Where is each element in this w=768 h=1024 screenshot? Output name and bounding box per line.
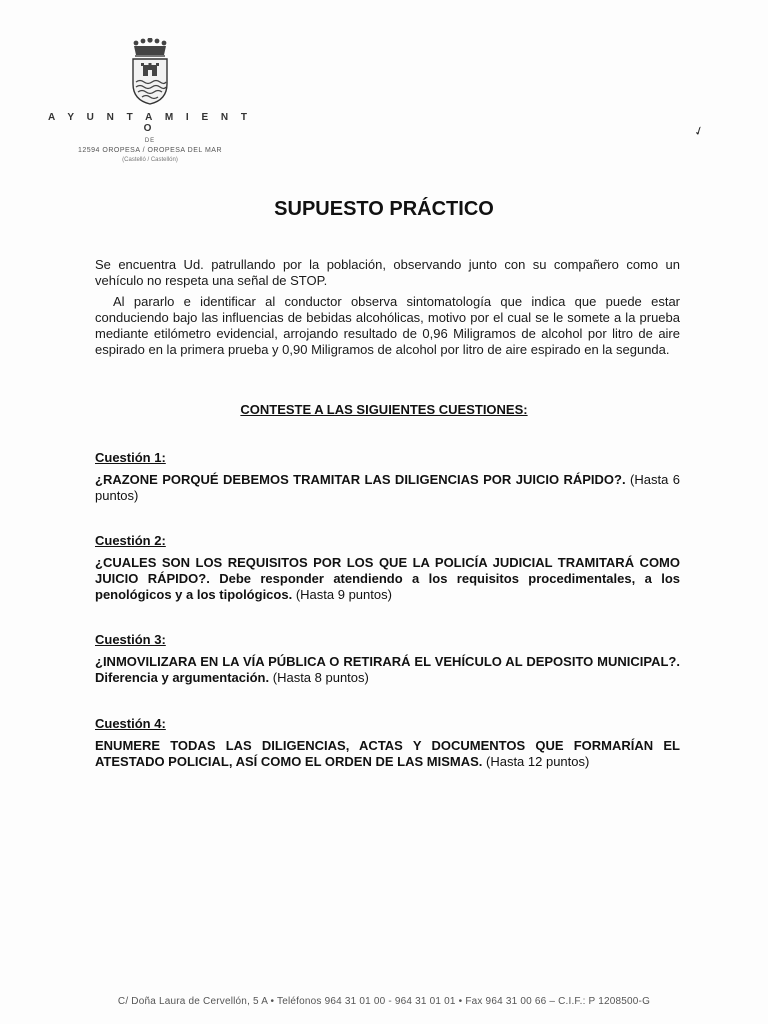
letterhead-province: (Castelló / Castellón) <box>122 157 178 163</box>
document-title: SUPUESTO PRÁCTICO <box>274 198 494 220</box>
footer-address: C/ Doña Laura de Cervellón, 5 A • Teléfonos 964 31 01 00 - 964 31 01 01 • Fax 964 31 00 66 – C.I.F.: P 1208500-G <box>117 996 651 1007</box>
question-4-points: (Hasta 12 puntos) <box>486 754 590 769</box>
letterhead-name: A Y U N T A M I E N T O <box>47 112 253 134</box>
question-2-label: Cuestión 2: <box>95 533 166 548</box>
question-2-text: ¿CUALES SON LOS REQUISITOS POR LOS QUE LA POLICÍA JUDICIAL TRAMITARÁ COMO JUICIO RÁPIDO?. Debe responder atendiendo a los requisitos procedimentales, a los penológicos y a los tipológicos. <box>95 555 680 602</box>
letterhead <box>40 38 260 163</box>
question-2-text-block <box>95 555 680 603</box>
question-2 <box>95 533 680 603</box>
question-3-text-block <box>95 654 680 686</box>
question-1-text-block <box>95 472 680 504</box>
question-3-label: Cuestión 3: <box>95 632 166 647</box>
scenario-paragraph-1: Se encuentra Ud. patrullando por la población, observando junto con su compañero como un vehículo no respeta una señal de STOP. <box>95 257 680 288</box>
question-2-points: (Hasta 9 puntos) <box>295 587 392 602</box>
check-mark-icon: ✓ <box>691 122 707 140</box>
question-1-points: (Hasta 6 puntos) <box>95 472 680 503</box>
letterhead-place: 12594 OROPESA / OROPESA DEL MAR <box>77 147 222 154</box>
question-3-text: ¿INMOVILIZARA EN LA VÍA PÚBLICA O RETIRARÁ EL VEHÍCULO AL DEPOSITO MUNICIPAL?. Diferencia y argumentación. <box>95 654 680 685</box>
question-4-text-block <box>95 738 680 770</box>
question-4 <box>95 716 680 770</box>
letterhead-de: DE <box>144 138 156 144</box>
question-3 <box>95 632 680 686</box>
question-1 <box>95 450 680 504</box>
coat-of-arms-icon <box>129 38 171 106</box>
question-3-points: (Hasta 8 puntos) <box>272 670 369 685</box>
question-4-label: Cuestión 4: <box>95 716 166 731</box>
question-4-text: ENUMERE TODAS LAS DILIGENCIAS, ACTAS Y DOCUMENTOS QUE FORMARÍAN EL ATESTADO POLICIAL, ASÍ COMO EL ORDEN DE LAS MISMAS. <box>95 738 680 769</box>
question-1-label: Cuestión 1: <box>95 450 166 465</box>
question-1-text: ¿RAZONE PORQUÉ DEBEMOS TRAMITAR LAS DILIGENCIAS POR JUICIO RÁPIDO?. <box>95 472 626 487</box>
scenario-paragraph-2: Al pararlo e identificar al conductor observa sintomatología que indica que puede estar conduciendo bajo las influencias de bebidas alcohólicas, motivo por el cual se le somete a la prueba mediante etilómetro evidencial, arrojando resultado de 0,96 Miligramos de alcohol por litro de aire espirado en la primera prueba y 0,90 Miligramos de alcohol por litro de aire espirado en la segunda. <box>95 294 680 357</box>
instructions-heading: CONTESTE A LAS SIGUIENTES CUESTIONES: <box>240 402 528 417</box>
